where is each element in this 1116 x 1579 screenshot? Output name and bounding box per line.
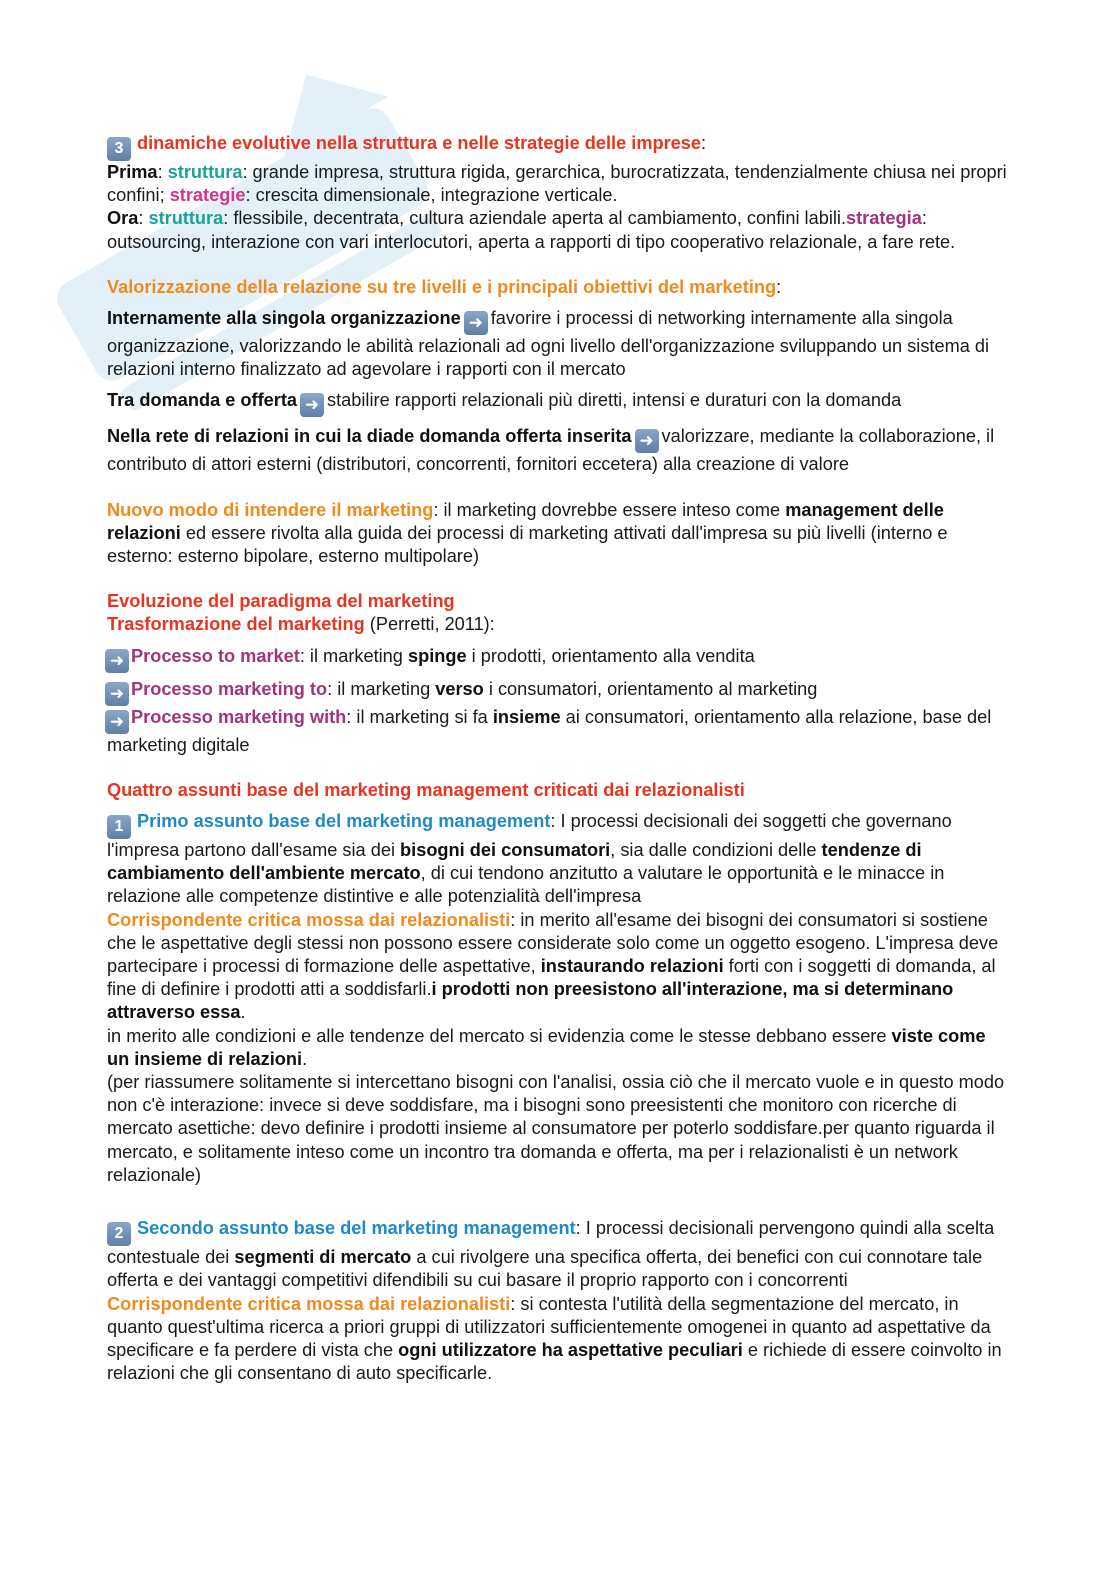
paragraph-ora: Ora: struttura: flessibile, decentrata, cultura aziendale aperta al cambiamento, confini labili.strategia: outsourcing, interazione con vari interlocutori, aperta a rapporti di tipo cooperativo relazionale, a fare rete. [107, 208, 956, 252]
right-arrow-icon: ➜ [635, 429, 659, 453]
critica-1: Corrispondente critica mossa dai relazionalisti: in merito all'esame dei bisogni dei consumatori si sostiene che le aspettative degli stessi non possono essere considerate solo come un oggetto esogeno. L'impresa deve partecipare i processi di formazione delle aspettative, instaurando relazioni forti con i soggetti di domanda, al fine di definire i prodotti atti a soddisfarli.i prodotti non preesistono all'interazione, ma si determinano attraverso essa. [107, 909, 999, 1023]
right-arrow-icon: ➜ [300, 393, 324, 417]
paragraph-prima: Prima: struttura: grande impresa, struttura rigida, gerarchica, burocratizzata, tendenzialmente chiusa nei propri confini; strategie: crescita dimensionale, integrazione verticale. [107, 162, 1007, 206]
right-arrow-icon: ➜ [105, 649, 129, 673]
right-arrow-icon: ➜ [105, 710, 129, 734]
level-item: Tra domanda e offerta ➜ stabilire rapporti relazionali più diretti, intensi e duraturi con la domanda [107, 389, 1007, 417]
paragraph-nuovo-modo: Nuovo modo di intendere il marketing: il marketing dovrebbe essere inteso come management delle relazioni ed essere rivolta alla guida dei processi di marketing attivati dall'impresa su più livelli (interno e esterno: esterno bipolare, esterno multipolare) [107, 499, 948, 567]
process-item: ➜ Processo marketing with: il marketing si fa insieme ai consumatori, orientamento alla relazione, base del marketing digitale [107, 706, 992, 755]
assunto-2: 2 Secondo assunto base del marketing management: I processi decisionali pervengono quindi alla scelta contestuale dei segmenti di mercato a cui rivolgere una specifica offerta, dei benefici con cui connotare tale offerta e dei vantaggi competitivi difendibili su cui basare il proprio rapporto con i concorrenti [107, 1218, 995, 1291]
process-item: ➜ Processo marketing to: il marketing verso i consumatori, orientamento al marketing [107, 678, 1007, 706]
section-heading: Evoluzione del paradigma del marketing [107, 591, 455, 612]
critica-1-mercato: in merito alle condizioni e alle tendenze del mercato si evidenzia come le stesse debbano essere viste come un insieme di relazioni. [107, 1025, 986, 1069]
critica-1-note: (per riassumere solitamente si intercettano bisogni con l'analisi, ossia ciò che il mercato vuole e in questo modo non c'è interazione: invece si deve soddisfare, ma i bisogni sono preesistenti che monitoro con ricerche di mercato asettiche: devo definire i prodotti insieme al consumatore per poterlo soddisfare.per quanto riguarda il mercato, e solitamente inteso come un incontro tra domanda e offerta, ma per i relazionalisti è un network relazionale) [107, 1072, 1005, 1185]
process-item: ➜ Processo to market: il marketing spinge i prodotti, orientamento alla vendita [107, 645, 1007, 673]
keycap-1-icon: 1 [107, 815, 131, 839]
level-item: Internamente alla singola organizzazione ➜ favorire i processi di networking internamente alla singola organizzazione, valorizzando le abilità relazionali ad ogni livello dell'organizzazione sviluppando un sistema di relazioni interno finalizzato ad agevolare i rapporti con il mercato [107, 308, 990, 380]
document-page [107, 132, 1007, 1385]
right-arrow-icon: ➜ [105, 682, 129, 706]
section-heading: 3 dinamiche evolutive nella struttura e nelle strategie delle imprese: [107, 132, 1007, 161]
heading-text: dinamiche evolutive nella struttura e nelle strategie delle imprese [137, 133, 702, 153]
subheading: Trasformazione del marketing (Perretti, 2011): [107, 614, 495, 635]
critica-2: Corrispondente critica mossa dai relazionalisti: si contesta l'utilità della segmentazione del mercato, in quanto quest'ultima ricerca a priori gruppi di utilizzatori sufficientemente omogenei in quanto ad aspettative da specificare e fa perdere di vista che ogni utilizzatore ha aspettative peculiari e richiede di essere coinvolto in relazioni che gli consentano di auto specificarle. [107, 1293, 1002, 1384]
keycap-2-icon: 2 [107, 1222, 131, 1246]
section-heading: Valorizzazione della relazione su tre livelli e i principali obiettivi del marketing: [107, 276, 782, 297]
level-item: Nella rete di relazioni in cui la diade domanda offerta inserita ➜ valorizzare, mediante la collaborazione, il contributo di attori esterni (distributori, concorrenti, fornitori eccetera) alla creazione di valore [107, 426, 995, 475]
right-arrow-icon: ➜ [464, 311, 488, 335]
keycap-3-icon: 3 [107, 137, 131, 161]
section-heading: Quattro assunti base del marketing management criticati dai relazionalisti [107, 779, 745, 800]
assunto-1: 1 Primo assunto base del marketing management: I processi decisionali dei soggetti che governano l'impresa partono dall'esame sia dei bisogni dei consumatori, sia dalle condizioni delle tendenze di cambiamento dell'ambiente mercato, di cui tendono anzitutto a valutare le opportunità e le minacce in relazione alle competenze distintive e alle potenzialità dell'impresa [107, 811, 952, 907]
